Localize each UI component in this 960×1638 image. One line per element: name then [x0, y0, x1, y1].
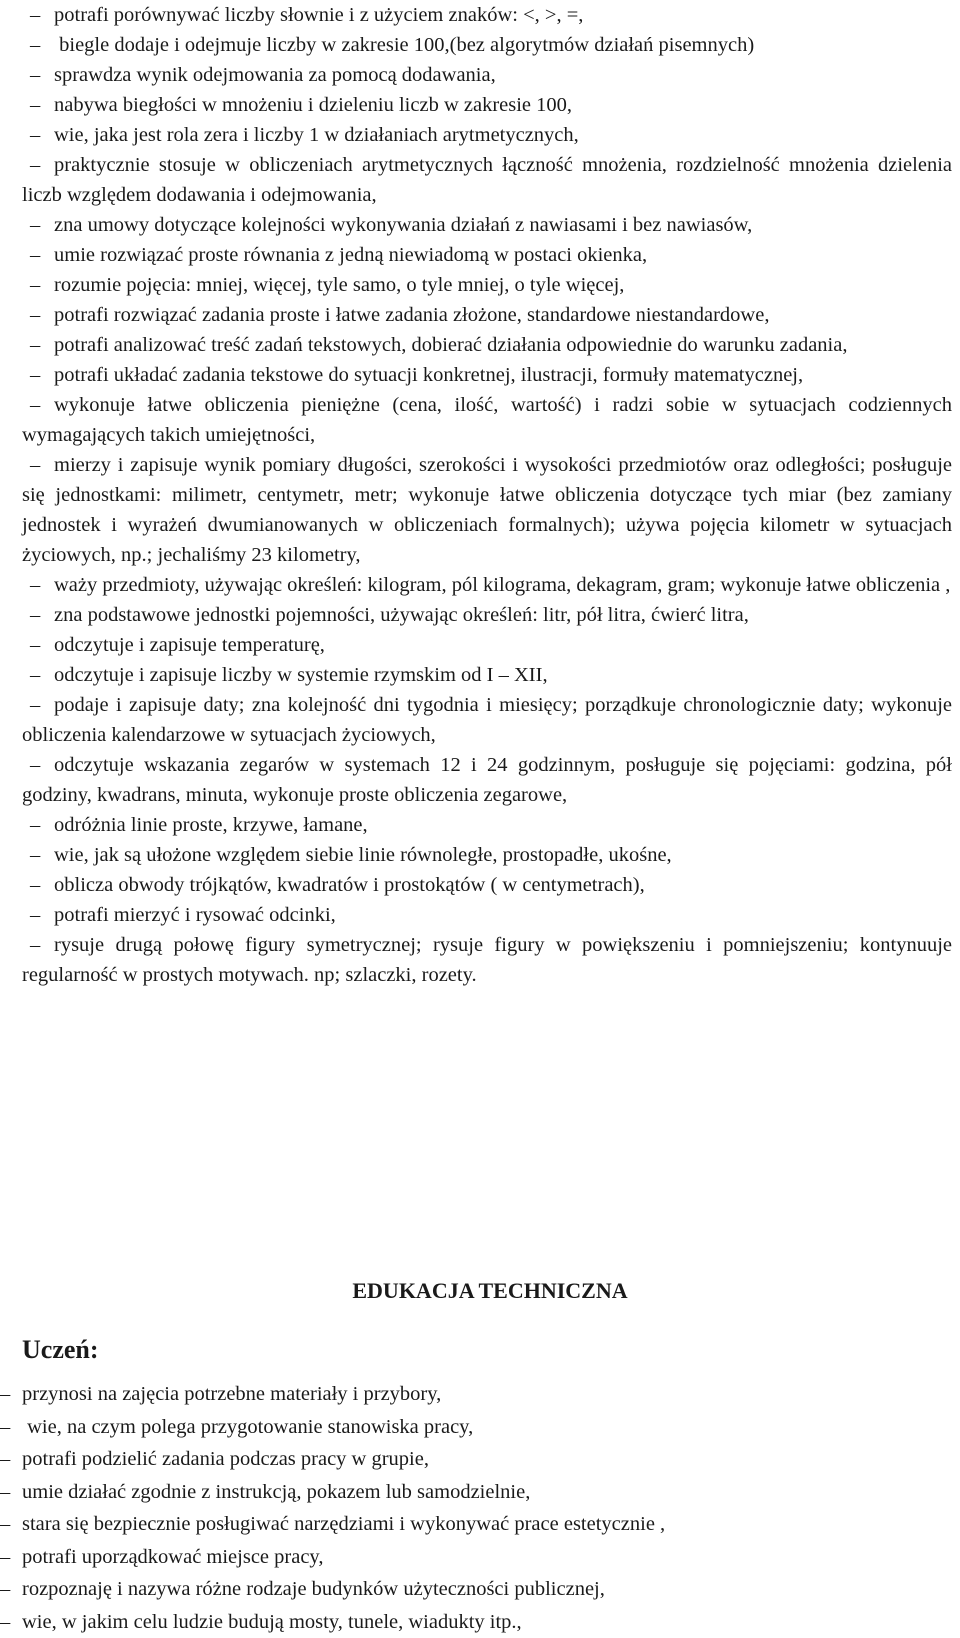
bullet-dash: –	[30, 124, 41, 146]
list-item-text: potrafi uporządkować miejsce pracy,	[22, 1545, 324, 1568]
list-item-text: umie rozwiązać proste równania z jedną niewiadomą w postaci okienka,	[54, 244, 648, 266]
bullet-dash: –	[30, 394, 41, 416]
list-item	[22, 690, 952, 750]
list-item	[0, 1476, 955, 1509]
list-item-text: rozumie pojęcia: mniej, więcej, tyle samo, o tyle mniej, o tyle więcej,	[54, 274, 625, 296]
bullet-dash: –	[30, 574, 41, 596]
list-item-text: oblicza obwody trójkątów, kwadratów i prostokątów ( w centymetrach),	[54, 874, 645, 896]
bullet-dash: –	[0, 1383, 11, 1405]
list-item-text: stara się bezpiecznie posługiwać narzędziami i wykonywać prace estetycznie ,	[22, 1513, 666, 1535]
list-item-text: zna umowy dotyczące kolejności wykonywania działań z nawiasami i bez nawiasów,	[54, 214, 753, 236]
list-item	[22, 30, 952, 60]
list-item	[22, 450, 952, 570]
list-item-text: nabywa biegłości w mnożeniu i dzieleniu liczb w zakresie 100,	[54, 94, 573, 116]
bullet-dash: –	[30, 904, 41, 926]
bullet-dash: –	[0, 1415, 11, 1438]
list-item	[0, 1378, 955, 1411]
technical-skills-list	[0, 1378, 955, 1638]
list-item	[22, 270, 952, 300]
bullet-dash: –	[30, 214, 41, 236]
list-item	[22, 330, 952, 360]
bullet-dash: –	[0, 1610, 11, 1633]
list-item	[0, 1443, 955, 1476]
list-item	[0, 1508, 955, 1541]
student-label: Uczeń:	[22, 1335, 99, 1364]
bullet-dash: –	[30, 814, 41, 836]
list-item	[22, 840, 952, 870]
list-item	[22, 750, 952, 810]
list-item-text: umie działać zgodnie z instrukcją, pokazem lub samodzielnie,	[22, 1480, 531, 1503]
list-item-text: odczytuje wskazania zegarów w systemach 12 i 24 godzinnym, posługuje się pojęciami: godzina, pół godziny, kwadrans, minuta, wykonuje proste obliczenia zegarowe,	[22, 754, 952, 806]
list-item	[22, 150, 952, 210]
list-item	[0, 1606, 955, 1638]
bullet-dash: –	[30, 154, 41, 176]
bullet-dash: –	[0, 1480, 11, 1503]
bullet-dash: –	[30, 454, 41, 476]
list-item-text: wie, jak są ułożone względem siebie linie równoległe, prostopadłe, ukośne,	[54, 844, 672, 866]
list-item-text: odczytuje i zapisuje temperaturę,	[54, 634, 325, 656]
list-item-text: zna podstawowe jednostki pojemności, używając określeń: litr, pół litra, ćwierć litra,	[54, 604, 749, 626]
list-item	[22, 930, 952, 990]
bullet-dash: –	[30, 694, 41, 716]
list-item	[22, 360, 952, 390]
bullet-dash: –	[30, 634, 41, 656]
bullet-dash: –	[30, 274, 41, 296]
list-item-text: rysuje drugą połowę figury symetrycznej; rysuje figury w powiększeniu i pomniejszeniu; kontynuuje regularność w prostych motywach. np; szlaczki, rozety.	[22, 934, 952, 986]
list-item	[22, 660, 952, 690]
bullet-dash: –	[0, 1448, 11, 1470]
list-item-text: biegle dodaje i odejmuje liczby w zakresie 100,(bez algorytmów działań pisemnych)	[54, 34, 755, 56]
list-item-text: wie, w jakim celu ludzie budują mosty, tunele, wiadukty itp.,	[22, 1610, 522, 1633]
list-item-text: praktycznie stosuje w obliczeniach arytmetycznych łączność mnożenia, rozdzielność mnożenia dzielenia liczb względem dodawania i odejmowania,	[22, 154, 952, 206]
list-item	[22, 630, 952, 660]
list-item	[22, 870, 952, 900]
list-item-text: odczytuje i zapisuje liczby w systemie rzymskim od I – XII,	[54, 664, 548, 686]
list-item	[0, 1573, 955, 1606]
list-item	[22, 240, 952, 270]
bullet-dash: –	[30, 4, 41, 26]
list-item-text: rozpoznaję i nazywa różne rodzaje budynków użyteczności publicznej,	[22, 1578, 605, 1600]
list-item-text: potrafi mierzyć i rysować odcinki,	[54, 904, 336, 926]
list-item-text: podaje i zapisuje daty; zna kolejność dni tygodnia i miesięcy; porządkuje chronologicznie daty; wykonuje obliczenia kalendarzowe w sytuacjach życiowych,	[22, 694, 952, 746]
list-item-text: potrafi analizować treść zadań tekstowych, dobierać działania odpowiednie do warunku zadania,	[54, 334, 848, 356]
list-item-text: odróżnia linie proste, krzywe, łamane,	[54, 814, 368, 836]
list-item	[22, 600, 952, 630]
list-item	[22, 900, 952, 930]
list-item-text: wykonuje łatwe obliczenia pieniężne (cena, ilość, wartość) i radzi sobie w sytuacjach codziennych wymagających takich umiejętności,	[22, 394, 952, 446]
list-item-text: mierzy i zapisuje wynik pomiary długości, szerokości i wysokości przedmiotów oraz odległości; posługuje się jednostkami: milimetr, centymetr, metr; wykonuje łatwe obliczenia dotyczące tych miar (bez zamiany jednostek i wyrażeń dwumianowanych w obliczeniach formalnych); używa pojęcia kilometr w sytuacjach życiowych, np.; jechaliśmy 23 kilometry,	[22, 454, 952, 566]
list-item-text: przynosi na zajęcia potrzebne materiały i przybory,	[22, 1383, 442, 1405]
list-item	[22, 810, 952, 840]
bullet-dash: –	[30, 304, 41, 326]
bullet-dash: –	[30, 664, 41, 686]
bullet-dash: –	[30, 94, 41, 116]
bullet-dash: –	[0, 1578, 11, 1600]
list-item-text: potrafi podzielić zadania podczas pracy w grupie,	[22, 1448, 429, 1470]
bullet-dash: –	[30, 364, 41, 386]
list-item-text: potrafi rozwiązać zadania proste i łatwe zadania złożone, standardowe niestandardowe,	[54, 304, 770, 326]
list-item	[22, 390, 952, 450]
bullet-dash: –	[30, 934, 41, 956]
list-item	[0, 1411, 955, 1444]
list-item-text: wie, jaka jest rola zera i liczby 1 w działaniach arytmetycznych,	[54, 124, 579, 146]
list-item	[22, 90, 952, 120]
bullet-dash: –	[30, 874, 41, 896]
list-item	[22, 60, 952, 90]
bullet-dash: –	[30, 844, 41, 866]
bullet-dash: –	[30, 64, 41, 86]
bullet-dash: –	[0, 1513, 11, 1535]
bullet-dash: –	[0, 1545, 11, 1568]
section-heading: EDUKACJA TECHNICZNA	[352, 1278, 628, 1303]
list-item-text: waży przedmioty, używając określeń: kilogram, pól kilograma, dekagram, gram; wykonuje łatwe obliczenia ,	[54, 574, 951, 596]
list-item-text: sprawdza wynik odejmowania za pomocą dodawania,	[54, 64, 496, 86]
bullet-dash: –	[30, 604, 41, 626]
list-item	[22, 0, 952, 30]
list-item	[22, 570, 952, 600]
bullet-dash: –	[30, 244, 41, 266]
list-item	[22, 210, 952, 240]
math-skills-list	[22, 0, 952, 990]
list-item-text: potrafi porównywać liczby słownie i z użyciem znaków: <, >, =,	[54, 4, 584, 26]
bullet-dash: –	[30, 754, 41, 776]
list-item	[0, 1541, 955, 1574]
list-item	[22, 120, 952, 150]
bullet-dash: –	[30, 334, 41, 356]
list-item-text: potrafi układać zadania tekstowe do sytuacji konkretnej, ilustracji, formuły matematycznej,	[54, 364, 804, 386]
bullet-dash: –	[30, 34, 41, 56]
list-item	[22, 300, 952, 330]
list-item-text: wie, na czym polega przygotowanie stanowiska pracy,	[22, 1415, 474, 1438]
